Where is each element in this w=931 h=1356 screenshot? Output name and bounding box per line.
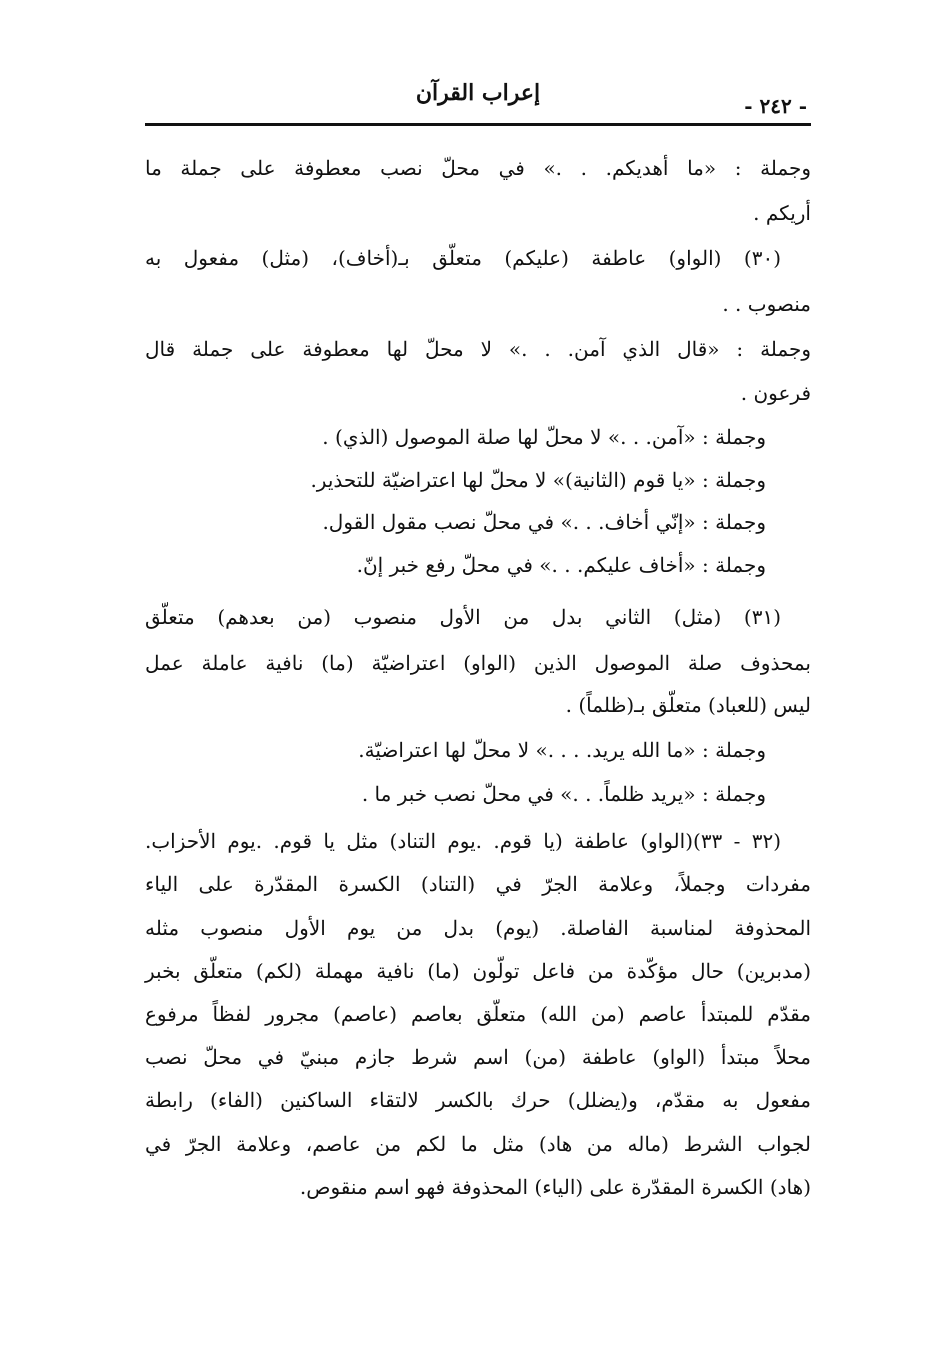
book-title: إعراب القرآن <box>415 80 541 106</box>
header-rule <box>145 123 811 126</box>
text-line-9: وجملة : «إنّي أخاف. . .» في محلّ نصب مقول القول. <box>322 510 766 534</box>
text-line-8: وجملة : «يا قوم (الثانية)» لا محلّ لها اعتراضيّة للتحذير. <box>310 468 766 492</box>
text-line-13: ليس (للعباد) متعلّق بـ(ظلماً) . <box>565 693 811 717</box>
text-line-23: لجواب الشرط (ماله من هاد) مثل ما لكم من عاصم، وعلامة الجرّ في <box>145 1132 811 1156</box>
text-line-6: فرعون . <box>740 381 811 405</box>
text-line-17: مفردات وجملاً، وعلامة الجرّ في (التناد) الكسرة المقدّرة على الياء <box>145 872 811 896</box>
text-line-21: محلاً مبتدأ (الواو) عاطفة (من) اسم شرط جازم مبنيّ في محلّ نصب <box>145 1045 811 1069</box>
text-line-15: وجملة : «يريد ظلماً. . .» في محلّ نصب خبر ما . <box>361 782 766 806</box>
text-line-1: وجملة : «ما أهديكم. . .» في محلّ نصب معطوفة على جملة ما <box>145 156 811 180</box>
page-header <box>145 78 811 124</box>
text-line-16: (٣٢ - ٣٣)(الواو) عاطفة (يا قوم. .يوم التناد) مثل يا قوم. .يوم الأحزاب. <box>145 829 781 853</box>
text-line-2: أريكم . <box>753 201 811 225</box>
text-line-19: (مدبرين) حال مؤكّدة من فاعل تولّون (ما) نافية مهملة (لكم) متعلّق بخبر <box>145 959 811 983</box>
text-line-12: بمحذوف صلة الموصول الذين (الواو) اعتراضيّة (ما) نافية عاملة عمل <box>145 651 812 675</box>
text-line-14: وجملة : «ما الله يريد. . . .» لا محلّ لها اعتراضيّة. <box>358 738 766 762</box>
text-line-24: (هاد) الكسرة المقدّرة على (الياء) المحذوفة فهو اسم منقوص. <box>299 1175 811 1199</box>
text-line-10: وجملة : «أخاف عليكم. . .» في محلّ رفع خبر إنّ. <box>356 553 766 577</box>
text-line-3: (٣٠) (الواو) عاطفة (عليكم) متعلّق بـ(أخاف)، (مثل) مفعول به <box>145 246 781 270</box>
text-line-11: (٣١) (مثل) الثاني بدل من الأول منصوب (من بعدهم) متعلّق <box>145 605 781 629</box>
text-line-4: منصوب . . <box>722 292 811 316</box>
text-line-7: وجملة : «آمن. . .» لا محلّ لها صلة الموصول (الذي) . <box>322 425 766 449</box>
page-number: - ٢٤٢ - <box>744 94 807 118</box>
text-line-22: مفعول به مقدّم، و(يضلل) حرك بالكسر لالتقاء الساكنين (الفاء) رابطة <box>145 1088 811 1112</box>
text-line-20: مقدّم للمبتدأ عاصم (من الله) متعلّق بعاصم (عاصم) مجرور لفظاً مرفوع <box>145 1002 811 1026</box>
text-line-5: وجملة : «قال الذي آمن. . .» لا محلّ لها معطوفة على جملة قال <box>145 337 812 361</box>
text-line-18: المحذوفة لمناسبة الفاصلة. (يوم) بدل من يوم الأول منصوب مثله <box>145 916 811 940</box>
